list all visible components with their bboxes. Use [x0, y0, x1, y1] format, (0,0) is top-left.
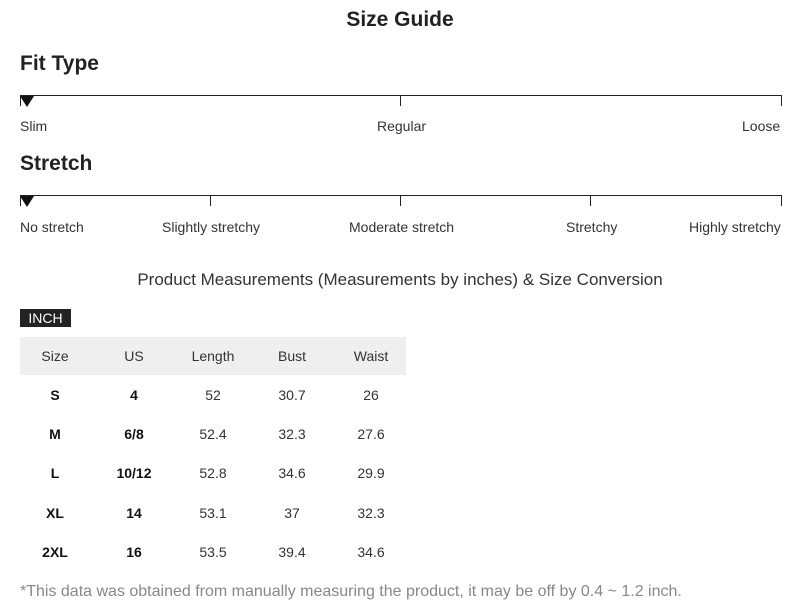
unit-badge: INCH [20, 309, 71, 327]
stretch-label-slightly-stretchy: Slightly stretchy [162, 219, 261, 235]
fit-type-label-slim: Slim [20, 118, 48, 134]
cell-length: 53.1 [199, 504, 227, 521]
page-title: Size Guide [346, 8, 454, 31]
cell-bust: 39.4 [278, 544, 306, 561]
cell-size: L [50, 465, 60, 482]
stretch-scale-line [20, 195, 782, 196]
stretch-tick [210, 195, 211, 206]
fit-type-heading: Fit Type [20, 52, 99, 75]
fit-type-tick [781, 95, 782, 106]
stretch-label-highly-stretchy: Highly stretchy [689, 219, 781, 235]
stretch-label-stretchy: Stretchy [566, 219, 618, 235]
size-table [20, 337, 406, 572]
cell-bust: 37 [284, 504, 300, 521]
cell-size: XL [46, 504, 64, 521]
cell-size: M [49, 426, 61, 443]
header-length: Length [178, 337, 248, 375]
fit-type-tick [400, 95, 401, 106]
fit-type-selected-marker-icon [20, 96, 34, 107]
table-row [20, 454, 406, 493]
stretch-heading: Stretch [20, 152, 93, 175]
table-header-row [20, 337, 406, 375]
fit-type-scale-line [20, 95, 782, 96]
cell-length: 52 [205, 386, 221, 403]
cell-waist: 32.3 [357, 504, 385, 521]
cell-waist: 26 [363, 386, 379, 403]
stretch-selected-marker-icon [20, 196, 34, 207]
header-bust: Bust [248, 337, 336, 375]
measurements-title: Product Measurements (Measurements by inches) & Size Conversion [137, 270, 663, 289]
fit-type-label-loose: Loose [742, 118, 781, 134]
stretch-tick [590, 195, 591, 206]
stretch-tick [781, 195, 782, 206]
header-us: US [90, 337, 178, 375]
header-waist: Waist [336, 337, 406, 375]
table-row [20, 414, 406, 453]
cell-us: 16 [126, 544, 142, 561]
table-row [20, 493, 406, 532]
cell-size: S [50, 386, 60, 403]
fit-type-label-regular: Regular [377, 118, 427, 134]
cell-bust: 30.7 [278, 386, 306, 403]
cell-us: 6/8 [124, 426, 144, 443]
cell-length: 52.8 [199, 465, 227, 482]
stretch-label-moderate-stretch: Moderate stretch [349, 219, 455, 235]
table-row [20, 375, 406, 414]
cell-waist: 29.9 [357, 465, 385, 482]
header-size: Size [20, 337, 90, 375]
cell-size: 2XL [42, 544, 68, 561]
cell-us: 14 [126, 504, 142, 521]
stretch-scale [20, 195, 782, 209]
cell-bust: 32.3 [278, 426, 306, 443]
table-row [20, 533, 406, 572]
cell-us: 4 [130, 386, 138, 403]
cell-length: 52.4 [199, 426, 227, 443]
cell-length: 53.5 [199, 544, 227, 561]
cell-waist: 27.6 [357, 426, 385, 443]
stretch-label-no-stretch: No stretch [20, 219, 84, 235]
cell-us: 10/12 [116, 465, 152, 482]
fit-type-scale [20, 95, 782, 109]
cell-bust: 34.6 [278, 465, 306, 482]
measurement-footnote: *This data was obtained from manually measuring the product, it may be off by 0.4 ~ 1.2 inch. [20, 583, 682, 600]
cell-waist: 34.6 [357, 544, 385, 561]
stretch-tick [400, 195, 401, 206]
